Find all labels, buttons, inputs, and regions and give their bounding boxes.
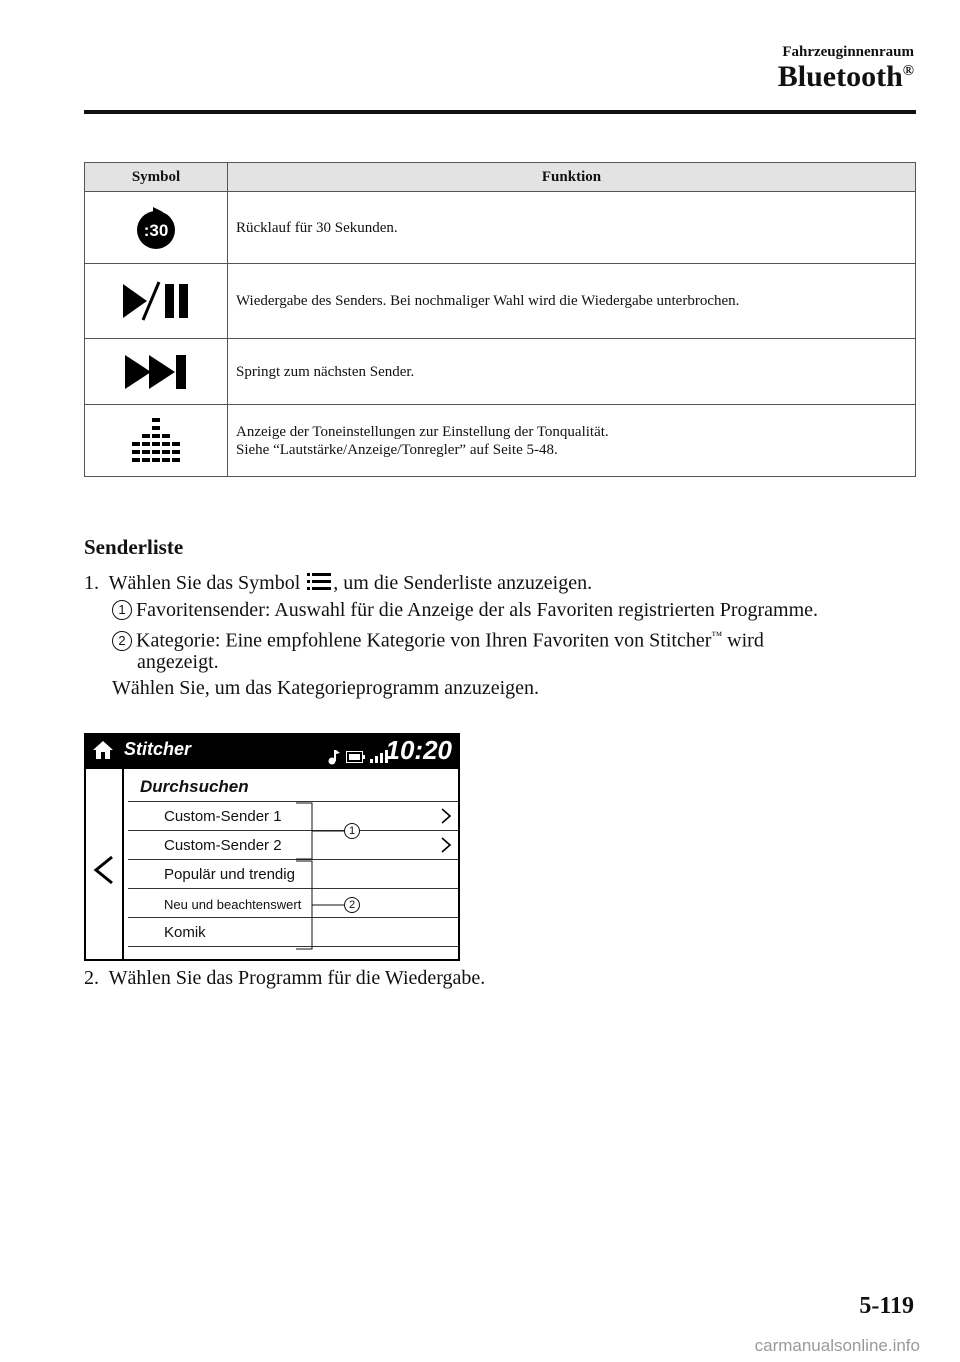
function-text: Anzeige der Toneinstellungen zur Einstellung der Tonqualität. <box>236 423 609 440</box>
table-row <box>85 405 916 477</box>
function-text: Springt zum nächsten Sender. <box>236 363 415 380</box>
item-2-text-end: wird <box>722 629 764 652</box>
page-title <box>778 60 914 94</box>
step-2-number: 2. <box>84 967 99 989</box>
trademark-mark: ™ <box>711 630 723 642</box>
column-header-function: Funktion <box>228 163 916 192</box>
list-item-label: Populär und trendig <box>164 866 295 883</box>
list-icon <box>307 572 331 592</box>
section-label: Fahrzeuginnenraum <box>782 44 914 60</box>
table-row <box>85 339 916 405</box>
function-cell <box>228 405 916 477</box>
step-1-text-after: , um die Senderliste anzuzeigen. <box>333 572 593 594</box>
infotainment-screen <box>84 733 460 961</box>
step-1 <box>84 570 592 596</box>
browse-heading: Durchsuchen <box>140 777 249 796</box>
page-title-text: Bluetooth <box>777 60 903 93</box>
battery-icon <box>346 751 366 763</box>
table-row <box>85 264 916 339</box>
section-title: Senderliste <box>84 535 184 559</box>
list-item-label: Neu und beachtenswert <box>164 897 302 912</box>
item-2-text-continued: angezeigt. <box>137 651 219 673</box>
equalizer-icon <box>128 416 184 466</box>
callout-marker-2: 2 <box>344 897 360 913</box>
list-item-label: Custom-Sender 2 <box>164 837 282 854</box>
skip-next-icon <box>123 353 189 391</box>
function-text: Rücklauf für 30 Sekunden. <box>236 219 398 236</box>
symbol-table <box>84 162 916 477</box>
function-cell <box>228 192 916 264</box>
marker-1: 1 <box>112 600 132 620</box>
status-bar <box>84 733 460 769</box>
symbol-cell <box>85 339 228 405</box>
callout-marker-1: 1 <box>344 823 360 839</box>
header-rule <box>84 110 916 114</box>
music-note-icon <box>328 749 340 765</box>
step-2 <box>84 965 485 991</box>
page-number: 5-119 <box>859 1293 914 1319</box>
item-1-text: Favoritensender: Auswahl für die Anzeige der als Favoriten registrierten Programme. <box>136 599 819 621</box>
function-cell <box>228 339 916 405</box>
function-cell <box>228 264 916 339</box>
column-header-symbol: Symbol <box>85 163 228 192</box>
play-pause-icon <box>119 280 193 322</box>
registered-mark: ® <box>902 63 914 79</box>
marker-2: 2 <box>112 631 132 651</box>
symbol-cell <box>85 405 228 477</box>
function-text: Wiedergabe des Senders. Bei nochmaliger Wahl wird die Wiedergabe unterbrochen. <box>236 293 740 309</box>
symbol-cell <box>85 264 228 339</box>
rewind-30-icon <box>131 203 181 253</box>
table-header-row <box>85 163 916 192</box>
step-2-text: Wählen Sie das Programm für die Wiedergabe. <box>108 967 486 989</box>
list-item <box>112 597 818 623</box>
clock: 10:20 <box>385 735 452 765</box>
watermark: carmanualsonline.info <box>754 1336 920 1355</box>
app-name: Stitcher <box>124 739 192 759</box>
home-icon[interactable] <box>92 740 114 760</box>
function-text-reference: Siehe “Lautstärke/Anzeige/Tonregler” auf Seite 5-48. <box>236 441 558 458</box>
item-2-text: Kategorie: Eine empfohlene Kategorie von Ihren Favoriten von Stitcher <box>136 629 712 652</box>
list-item-label: Komik <box>164 924 206 941</box>
list-item-label: Custom-Sender 1 <box>164 808 282 825</box>
step-1-number: 1. <box>84 572 99 594</box>
browse-panel <box>86 769 458 959</box>
rewind-30-label: :30 <box>143 220 169 240</box>
symbol-cell <box>85 192 228 264</box>
step-1-note: Wählen Sie, um das Kategorieprogramm anzuzeigen. <box>112 677 540 699</box>
table-row <box>85 192 916 264</box>
callout-brackets <box>86 769 458 959</box>
step-1-text-before: Wählen Sie das Symbol <box>108 572 301 594</box>
